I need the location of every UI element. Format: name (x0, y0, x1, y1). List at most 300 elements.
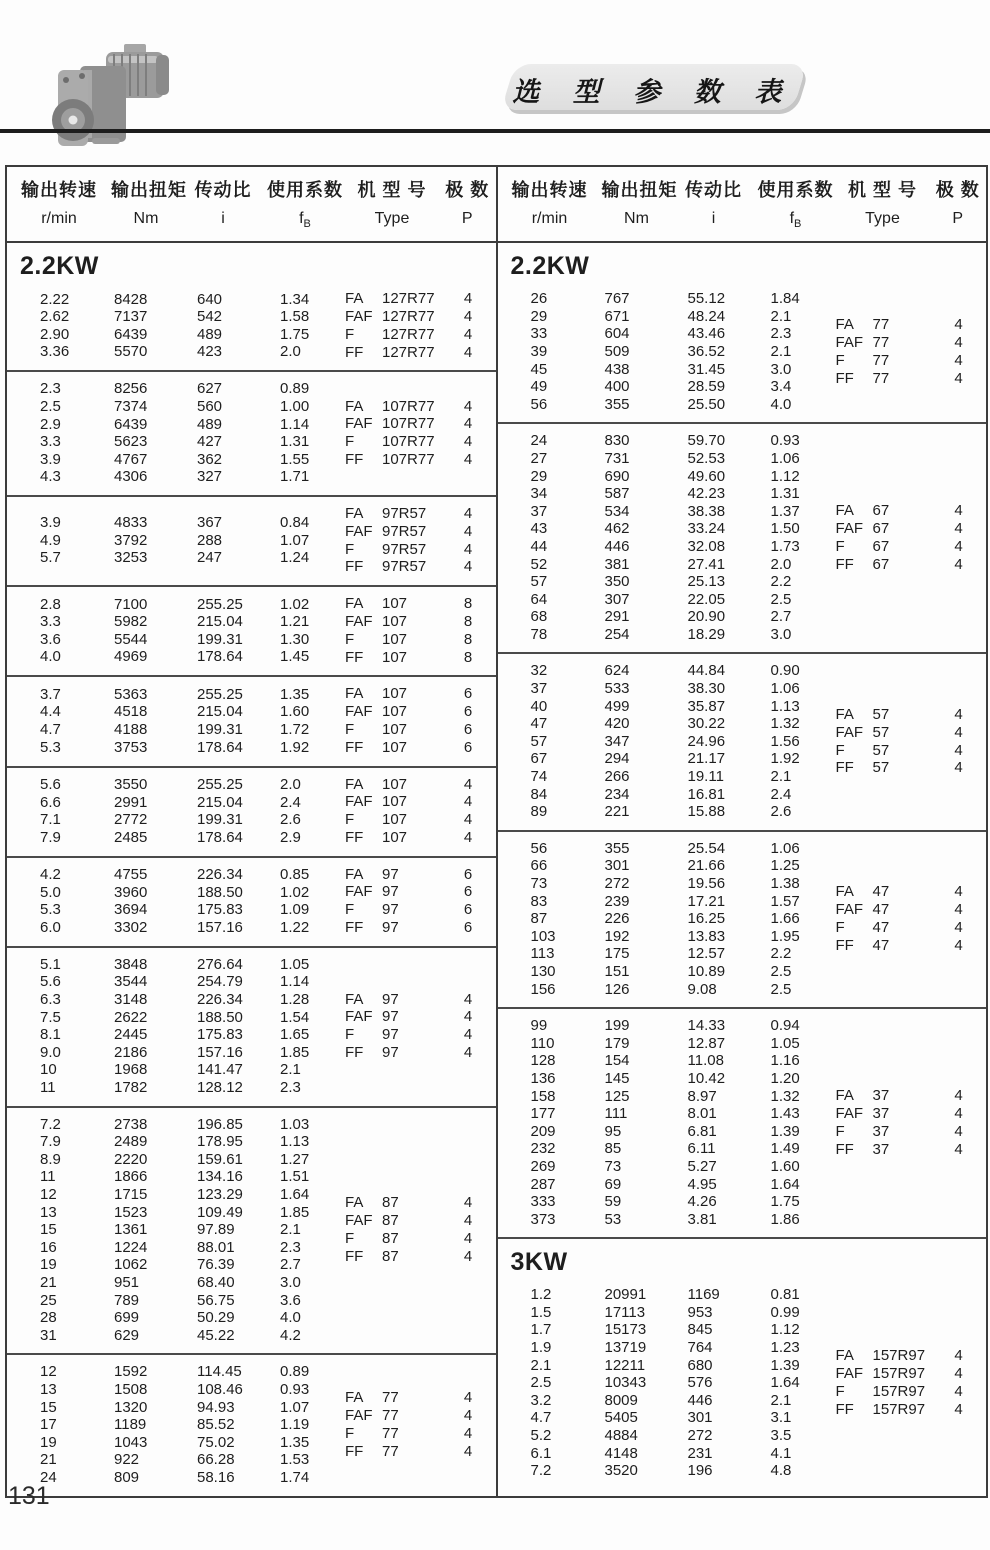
output-torque-value: 499 (604, 697, 630, 715)
table-row (498, 733, 836, 751)
output-speed-value: 13 (40, 1203, 57, 1221)
type-rows (345, 595, 496, 666)
service-factor-value: 4.8 (770, 1462, 792, 1480)
service-factor-value: 2.0 (280, 775, 301, 793)
poles-value: 4 (463, 1212, 473, 1230)
table-row (7, 1009, 345, 1027)
table-row (498, 963, 836, 981)
type-row (836, 1347, 987, 1365)
output-speed-value: 78 (530, 625, 548, 643)
column-header-unit: P (461, 210, 473, 227)
service-factor-value: 3.4 (770, 378, 792, 396)
column-header-model-type (345, 176, 439, 230)
mount-code: FAF (345, 415, 373, 433)
service-factor-value: 1.86 (770, 1210, 800, 1228)
type-rows (836, 316, 987, 387)
mount-code: F (835, 1122, 845, 1140)
poles-value: 4 (463, 828, 473, 846)
service-factor-value: 2.2 (770, 573, 792, 591)
type-row (345, 1212, 496, 1230)
table-row (7, 1186, 345, 1204)
ratio-value: 255.25 (197, 685, 243, 703)
poles-value: 4 (463, 990, 473, 1008)
output-speed-value: 1.7 (530, 1321, 552, 1339)
ratio-value: 16.25 (687, 910, 726, 928)
table-row (498, 1211, 836, 1229)
ratio-value: 85.52 (197, 1416, 235, 1434)
mount-code: FAF (345, 522, 373, 540)
service-factor-value: 1.43 (770, 1105, 800, 1123)
output-speed-value: 5.7 (40, 549, 61, 567)
service-factor-value: 1.06 (770, 680, 800, 698)
table-row (498, 396, 836, 414)
output-torque-value: 2622 (114, 1008, 148, 1026)
size-code: 37 (872, 1122, 890, 1140)
ratio-value: 175.83 (197, 1026, 243, 1044)
output-torque-value: 1320 (114, 1398, 148, 1416)
ratio-value: 196.85 (197, 1115, 243, 1133)
poles-value: 4 (954, 520, 963, 538)
poles-value: 4 (954, 316, 963, 334)
mount-code: FA (835, 706, 854, 724)
table-row (498, 928, 836, 946)
mount-code: F (835, 741, 845, 759)
output-speed-value: 89 (530, 803, 548, 821)
poles-value: 4 (463, 433, 473, 451)
ratio-value: 48.24 (687, 307, 726, 325)
numeric-rows (498, 290, 836, 413)
output-speed-value: 2.62 (40, 308, 70, 326)
ratio-value: 178.64 (197, 828, 243, 846)
size-code: 157R97 (872, 1383, 926, 1401)
type-row (836, 1383, 987, 1401)
output-torque-value: 4969 (114, 648, 148, 666)
service-factor-value: 1.09 (280, 901, 310, 919)
size-code: 107 (382, 828, 408, 846)
service-factor-value: 2.7 (280, 1256, 301, 1274)
table-row (498, 1374, 836, 1392)
table-row (7, 1469, 345, 1487)
table-row (498, 945, 836, 963)
output-speed-value: 6.6 (40, 793, 61, 811)
ratio-value: 17.21 (687, 892, 726, 910)
output-speed-value: 17 (40, 1416, 57, 1434)
table-row (498, 538, 836, 556)
output-torque-value: 8428 (114, 290, 148, 308)
output-torque-value: 509 (604, 342, 630, 360)
output-torque-value: 2445 (114, 1026, 148, 1044)
output-speed-value: 8.9 (40, 1150, 61, 1168)
output-speed-value: 66 (530, 857, 548, 875)
ratio-value: 38.30 (687, 680, 726, 698)
service-factor-value: 1.45 (280, 648, 310, 666)
ratio-value: 8.97 (687, 1087, 717, 1105)
poles-value: 4 (954, 936, 963, 954)
table-row (7, 973, 345, 991)
size-code: 67 (872, 520, 890, 538)
service-factor-value: 1.31 (280, 433, 310, 451)
size-code: 97 (382, 865, 399, 883)
ratio-value: 627 (197, 380, 223, 398)
mount-code: FF (345, 343, 364, 361)
service-factor-value: 1.54 (280, 1008, 310, 1026)
table-row (7, 398, 345, 416)
output-speed-value: 73 (530, 875, 548, 892)
poles-value: 4 (954, 369, 963, 387)
type-rows (345, 398, 496, 469)
type-row (836, 1105, 987, 1123)
power-section-title: 2.2KW (510, 252, 590, 281)
mount-code: F (345, 1026, 355, 1044)
size-code: 107 (382, 630, 408, 648)
output-speed-value: 373 (530, 1210, 556, 1228)
output-speed-value: 2.9 (40, 415, 61, 433)
service-factor-value: 2.0 (770, 555, 792, 573)
output-speed-value: 4.9 (40, 531, 61, 549)
power-section (498, 243, 987, 1237)
type-row (836, 1365, 987, 1383)
service-factor-value: 1.02 (280, 883, 310, 901)
column-header-unit: r/min (531, 210, 568, 227)
table-row (7, 686, 345, 704)
table-row (498, 1286, 836, 1304)
size-code: 87 (382, 1247, 399, 1265)
output-speed-value: 4.2 (40, 866, 61, 884)
mount-code: F (345, 720, 355, 738)
table-row (7, 416, 345, 434)
output-torque-value: 17113 (604, 1303, 646, 1321)
table-row (498, 875, 836, 893)
size-code: 47 (872, 883, 890, 901)
table-row (7, 380, 345, 398)
service-factor-value: 1.28 (280, 991, 310, 1009)
type-rows (345, 1194, 496, 1265)
ratio-value: 640 (197, 290, 223, 308)
service-factor-value: 1.75 (770, 1193, 800, 1211)
type-row (345, 685, 496, 703)
type-row (345, 1026, 496, 1044)
service-factor-value: 4.1 (770, 1444, 792, 1462)
output-speed-value: 2.5 (530, 1374, 552, 1392)
output-torque-value: 254 (604, 625, 630, 643)
poles-value: 4 (954, 1365, 963, 1383)
ratio-value: 88.01 (197, 1238, 235, 1256)
mount-code: FA (345, 1389, 364, 1407)
output-torque-value: 4767 (114, 450, 148, 468)
column-header-unit (265, 210, 345, 230)
type-row (345, 883, 496, 901)
ratio-value: 68.40 (197, 1273, 235, 1291)
output-speed-value: 6.1 (530, 1444, 552, 1462)
column-header-poles (439, 176, 496, 230)
table-row (498, 1035, 836, 1053)
output-torque-value: 7100 (114, 595, 148, 613)
ratio-value: 215.04 (197, 793, 243, 811)
power-section (7, 243, 496, 1495)
service-factor-value: 1.64 (280, 1186, 310, 1203)
output-torque-value: 3550 (114, 775, 148, 793)
output-torque-value: 2186 (114, 1043, 148, 1061)
table-row (7, 326, 345, 344)
poles-value: 4 (954, 1383, 963, 1401)
service-factor-value: 1.58 (280, 308, 310, 326)
size-code: 57 (872, 723, 890, 741)
ratio-value: 489 (197, 415, 223, 433)
output-speed-value: 74 (530, 768, 548, 786)
size-code: 107 (382, 738, 408, 756)
type-row (345, 919, 496, 937)
ratio-value: 52.53 (687, 449, 726, 467)
service-factor-value: 0.99 (770, 1303, 800, 1321)
poles-value: 6 (463, 883, 473, 901)
output-speed-value: 6.3 (40, 991, 61, 1009)
output-torque-value: 1361 (114, 1221, 148, 1239)
ratio-value: 108.46 (197, 1380, 243, 1398)
mount-code: FAF (835, 333, 864, 351)
column-header-unit: Nm (133, 210, 159, 227)
table-row (498, 1123, 836, 1141)
type-row (345, 811, 496, 829)
service-factor-value: 0.81 (770, 1286, 800, 1304)
poles-value: 4 (954, 351, 963, 369)
service-factor-value: 1.55 (280, 450, 310, 468)
type-row (345, 649, 496, 667)
size-code: 107 (382, 811, 408, 829)
table-row (498, 698, 836, 716)
service-factor-value: 1.35 (280, 1433, 310, 1451)
service-factor-value: 1.85 (280, 1043, 310, 1061)
table-row (7, 468, 345, 486)
ratio-value: 6.81 (687, 1122, 717, 1140)
ratio-value: 19.56 (687, 875, 726, 892)
type-row (836, 706, 987, 724)
ratio-value: 45.22 (197, 1326, 235, 1344)
type-row (345, 1248, 496, 1266)
output-torque-value: 3792 (114, 531, 148, 549)
size-code: 47 (872, 918, 890, 936)
table-row (498, 1088, 836, 1106)
poles-value: 4 (463, 1247, 473, 1265)
type-row (836, 502, 987, 520)
poles-value: 6 (463, 720, 473, 738)
service-factor-value: 1.13 (280, 1133, 310, 1151)
power-section-title: 2.2KW (20, 252, 99, 281)
service-factor-value: 2.1 (280, 1221, 301, 1239)
table-row (7, 1434, 345, 1452)
type-row (345, 991, 496, 1009)
type-row (345, 451, 496, 469)
numeric-rows (7, 866, 345, 936)
header-divider (0, 129, 990, 133)
gear-ratio-block (498, 1278, 987, 1489)
table-row (7, 739, 345, 757)
table-row (498, 485, 836, 503)
service-factor-value: 1.34 (280, 290, 310, 308)
poles-value: 4 (463, 775, 473, 793)
poles-value: 4 (463, 1424, 473, 1442)
size-code: 107 (382, 703, 408, 721)
type-rows (345, 866, 496, 937)
type-row (836, 724, 987, 742)
output-torque-value: 8256 (114, 380, 148, 398)
ratio-value: 276.64 (197, 955, 243, 973)
type-row (836, 1123, 987, 1141)
size-code: 97R57 (382, 522, 427, 540)
output-speed-value: 209 (530, 1122, 556, 1140)
mount-code: FF (835, 759, 854, 777)
ratio-value: 9.08 (687, 980, 717, 998)
output-torque-value: 922 (114, 1451, 140, 1469)
table-row (498, 1105, 836, 1123)
output-speed-value: 31 (40, 1326, 57, 1344)
service-factor-value: 1.25 (770, 857, 800, 875)
ratio-value: 255.25 (197, 775, 243, 793)
table-row (498, 378, 836, 396)
service-factor-value: 1.24 (280, 549, 310, 567)
column-header-output-torque (111, 176, 187, 230)
size-code: 107R77 (382, 450, 435, 468)
ratio-value: 109.49 (197, 1203, 243, 1221)
size-code: 97 (382, 919, 399, 937)
poles-value: 4 (463, 450, 473, 468)
service-factor-value: 2.1 (770, 342, 792, 360)
poles-value: 4 (463, 522, 473, 540)
type-row (836, 334, 987, 352)
output-torque-value: 4188 (114, 720, 148, 738)
gear-ratio-block (7, 282, 496, 370)
service-factor-value: 1.06 (770, 449, 800, 467)
output-torque-value: 59 (604, 1193, 622, 1211)
output-torque-value: 8009 (604, 1391, 638, 1409)
type-row (836, 901, 987, 919)
service-factor-value: 3.6 (280, 1291, 301, 1309)
poles-value: 4 (954, 333, 963, 351)
service-factor-value: 1.20 (770, 1069, 800, 1087)
service-factor-value: 3.0 (770, 625, 792, 643)
service-factor-value: 1.92 (770, 750, 800, 768)
table-row (498, 910, 836, 928)
mount-code: FF (345, 450, 364, 468)
output-torque-value: 2489 (114, 1133, 148, 1151)
output-speed-value: 15 (40, 1221, 57, 1239)
service-factor-value: 1.65 (280, 1026, 310, 1044)
size-code: 157R97 (872, 1400, 926, 1418)
output-speed-value: 103 (530, 927, 556, 945)
size-code: 87 (382, 1212, 399, 1230)
table-row (498, 981, 836, 999)
size-code: 107 (382, 793, 408, 811)
ratio-value: 255.25 (197, 595, 243, 613)
ratio-value: 33.24 (687, 520, 726, 538)
table-row (7, 433, 345, 451)
ratio-value: 247 (197, 549, 223, 567)
table-row (7, 1451, 345, 1469)
mount-code: FF (835, 936, 854, 954)
type-rows (836, 1087, 987, 1158)
output-torque-value: 951 (114, 1273, 140, 1291)
output-torque-value: 179 (604, 1034, 630, 1052)
output-speed-value: 19 (40, 1433, 57, 1451)
output-speed-value: 25 (40, 1291, 57, 1309)
output-speed-value: 113 (530, 945, 555, 963)
table-row (7, 1061, 345, 1079)
output-torque-value: 192 (604, 927, 630, 945)
table-row (7, 1327, 345, 1345)
service-factor-value: 2.1 (770, 768, 792, 786)
ratio-value: 3.81 (687, 1210, 717, 1228)
output-torque-value: 347 (604, 732, 630, 750)
table-row (7, 1381, 345, 1399)
output-speed-value: 29 (530, 307, 548, 325)
output-torque-value: 301 (604, 857, 630, 875)
output-torque-value: 604 (604, 325, 630, 343)
output-torque-value: 400 (604, 378, 630, 396)
mount-code: F (345, 433, 355, 451)
mount-code: FAF (345, 883, 373, 901)
output-torque-value: 221 (604, 803, 630, 821)
table-row (7, 1026, 345, 1044)
table-row (498, 1427, 836, 1445)
output-torque-value: 587 (604, 485, 630, 503)
mount-code: F (345, 901, 355, 919)
size-code: 87 (382, 1229, 399, 1247)
table-column-right (498, 167, 987, 1496)
column-header-zh: 使用系数 (267, 180, 343, 200)
table-row (7, 1221, 345, 1239)
poles-value: 4 (954, 741, 963, 759)
poles-value: 4 (463, 1389, 473, 1407)
poles-value: 4 (954, 1087, 963, 1105)
output-torque-value: 5570 (114, 343, 148, 361)
mount-code: FA (345, 504, 364, 522)
output-torque-value: 534 (604, 502, 630, 520)
output-speed-value: 52 (530, 555, 548, 573)
table-row (498, 432, 836, 450)
ratio-value: 254.79 (197, 973, 243, 991)
output-torque-value: 830 (604, 432, 630, 450)
gear-ratio-block (498, 282, 987, 422)
output-torque-value: 1508 (114, 1380, 148, 1398)
output-speed-value: 5.3 (40, 738, 61, 756)
service-factor-value: 0.94 (770, 1017, 800, 1035)
service-factor-value: 1.14 (280, 973, 310, 991)
service-factor-value: 1.74 (280, 1468, 310, 1486)
ratio-value: 157.16 (197, 918, 243, 936)
output-torque-value: 111 (604, 1105, 628, 1123)
table-row (7, 703, 345, 721)
numeric-rows (498, 1017, 836, 1228)
poles-value: 4 (463, 290, 473, 308)
poles-value: 4 (463, 1044, 473, 1062)
table-row (7, 596, 345, 614)
type-row (345, 776, 496, 794)
size-code: 97R57 (382, 558, 427, 576)
output-torque-value: 291 (604, 608, 630, 626)
numeric-rows (498, 840, 836, 998)
output-speed-value: 34 (530, 485, 548, 503)
service-factor-value: 2.5 (770, 980, 792, 998)
ratio-value: 576 (687, 1374, 713, 1392)
table-row (498, 626, 836, 644)
type-row (345, 829, 496, 847)
type-rows (345, 290, 496, 361)
ratio-value: 231 (687, 1444, 713, 1462)
output-speed-value: 83 (530, 892, 548, 910)
output-torque-value: 226 (604, 910, 630, 928)
output-torque-value: 53 (604, 1210, 622, 1228)
output-speed-value: 7.2 (40, 1115, 61, 1133)
output-torque-value: 3520 (604, 1462, 638, 1480)
